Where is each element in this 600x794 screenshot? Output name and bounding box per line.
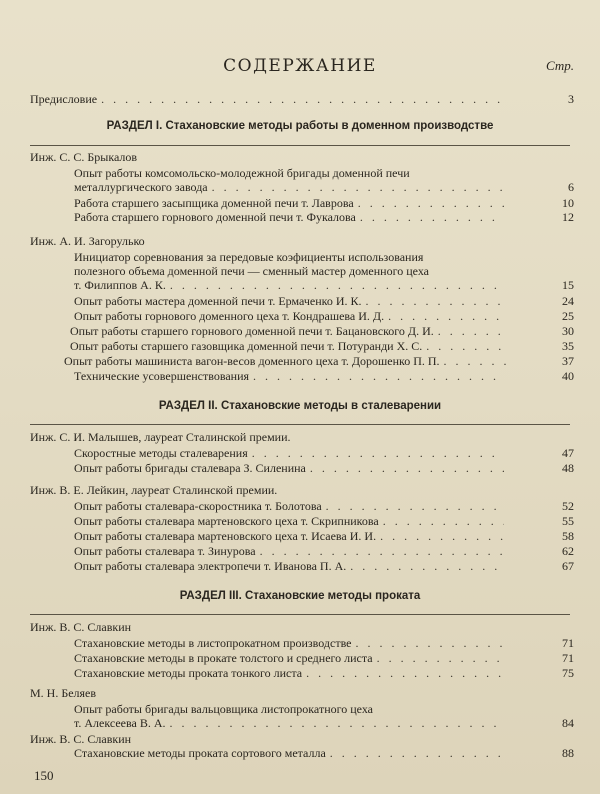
section-divider — [30, 614, 570, 615]
toc-entry[interactable] — [70, 339, 506, 353]
toc-entry-line: т. Алексеева В. А. — [74, 716, 166, 730]
dot-leader — [169, 716, 504, 730]
section-divider — [30, 145, 570, 146]
dot-leader — [438, 324, 506, 338]
toc-entry-line: Опыт работы сталевара-скоростника т. Болотова — [74, 499, 322, 513]
section-divider — [30, 424, 570, 425]
toc-entry[interactable] — [74, 514, 504, 528]
toc-entry-line: Опыт работы сталевара т. Зинурова — [74, 544, 256, 558]
dot-leader — [260, 544, 504, 558]
dot-leader — [383, 514, 504, 528]
toc-entry-line: т. Филиппов А. К. — [74, 278, 166, 292]
toc-page-number: 35 — [562, 339, 574, 353]
toc-page-number: 67 — [562, 559, 574, 573]
toc-entry[interactable] — [74, 746, 504, 760]
dot-leader — [101, 92, 504, 106]
dot-leader — [350, 559, 504, 573]
toc-entry-line: Инициатор соревнования за передовые коэфициенты использования — [74, 250, 424, 264]
toc-entry-line: Опыт работы старшего газовщика доменной печи т. Потуранди Х. С. — [70, 339, 423, 353]
toc-page-number: 84 — [562, 716, 574, 730]
toc-entry[interactable] — [74, 544, 504, 558]
toc-entry[interactable] — [74, 499, 504, 513]
toc-page-number: 3 — [568, 92, 574, 106]
toc-entry-line: Опыт работы комсомольско-молодежной бригады доменной печи — [74, 166, 410, 180]
toc-page-number: 10 — [562, 196, 574, 210]
toc-entry-line: Опыт работы сталевара электропечи т. Иванова П. А. — [74, 559, 347, 573]
toc-entry-line: Работа старшего горнового доменной печи т. Фукалова — [74, 210, 356, 224]
author-name: Инж. А. И. Загорулько — [30, 234, 145, 248]
toc-entry-line: Опыт работы сталевара мартеновского цеха т. Скрипникова — [74, 514, 379, 528]
toc-entry[interactable] — [74, 559, 504, 573]
toc-entry[interactable] — [74, 702, 504, 730]
toc-page-number: 15 — [562, 278, 574, 292]
page-number-footer: 150 — [34, 768, 54, 783]
toc-entry-line: Опыт работы старшего горнового доменной печи т. Бацановского Д. И. — [70, 324, 434, 338]
dot-leader — [212, 180, 504, 194]
dot-leader — [444, 354, 506, 368]
toc-entry-line: полезного объема доменной печи — сменный мастер доменного цеха — [74, 264, 429, 278]
dot-leader — [360, 210, 504, 224]
dot-leader — [380, 529, 504, 543]
toc-entry-line: металлургического завода — [74, 180, 208, 194]
toc-entry-line: Стахановские методы в листопрокатном производстве — [74, 636, 352, 650]
toc-entry[interactable] — [74, 651, 504, 665]
author-name: Инж. С. И. Малышев, лауреат Сталинской премии. — [30, 430, 291, 444]
author-name: М. Н. Беляев — [30, 686, 97, 700]
dot-leader — [326, 499, 504, 513]
dot-leader — [358, 196, 504, 210]
toc-entry[interactable] — [74, 666, 504, 680]
toc-page-number: 75 — [562, 666, 574, 680]
toc-page-number: 24 — [562, 294, 574, 308]
author-name: Инж. В. Е. Лейкин, лауреат Сталинской премии. — [30, 483, 278, 497]
toc-page-number: 48 — [562, 461, 574, 475]
dot-leader — [388, 309, 504, 323]
toc-page-number: 58 — [562, 529, 574, 543]
section-heading: РАЗДЕЛ II. Стахановские методы в сталеварении — [158, 400, 442, 412]
toc-header — [0, 56, 600, 80]
author-name: Инж. В. С. Славкин — [30, 620, 132, 634]
toc-entry[interactable] — [74, 446, 504, 460]
toc-page-number: 52 — [562, 499, 574, 513]
section-heading: РАЗДЕЛ I. Стахановские методы работы в доменном производстве — [106, 120, 494, 132]
dot-leader — [426, 339, 506, 353]
toc-page-number: 55 — [562, 514, 574, 528]
toc-entry[interactable] — [74, 369, 504, 383]
toc-entry-line: Технические усовершенствования — [74, 369, 250, 383]
toc-entry-line: Опыт работы мастера доменной печи т. Ермаченко И. К. — [74, 294, 362, 308]
dot-leader — [330, 746, 504, 760]
toc-entry-line: Стахановские методы проката тонкого листа — [74, 666, 303, 680]
toc-page-number: 25 — [562, 309, 574, 323]
toc-entry[interactable] — [74, 294, 504, 308]
toc-page-number: 37 — [562, 354, 574, 368]
toc-page-number: 6 — [568, 180, 574, 194]
toc-entry-line: Опыт работы сталевара мартеновского цеха т. Исаева И. И. — [74, 529, 377, 543]
dot-leader — [170, 278, 504, 292]
toc-entry-line: Скоростные методы сталеварения — [74, 446, 248, 460]
toc-entry-line: Опыт работы машиниста вагон-весов доменного цеха т. Дорошенко П. П. — [64, 354, 440, 368]
toc-page-number: 40 — [562, 369, 574, 383]
toc-entry-line: Работа старшего засыпщика доменной печи т. Лаврова — [74, 196, 354, 210]
toc-entry-line: Опыт работы горнового доменного цеха т. Кондрашева И. Д. — [74, 309, 385, 323]
author-name: Инж. В. С. Славкин — [30, 732, 132, 746]
toc-page-number: 47 — [562, 446, 574, 460]
toc-page-number: 30 — [562, 324, 574, 338]
toc-page-number: 88 — [562, 746, 574, 760]
toc-entry[interactable] — [74, 461, 504, 475]
toc-entry-title: Предисловие — [30, 92, 98, 106]
toc-entry[interactable] — [74, 210, 504, 224]
page-column-label: Стр. — [546, 58, 574, 73]
toc-entry-line: Стахановские методы проката сортового металла — [74, 746, 326, 760]
toc-page-number: 12 — [562, 210, 574, 224]
toc-entry-line: Стахановские методы в прокате толстого и среднего листа — [74, 651, 373, 665]
dot-leader — [253, 369, 504, 383]
dot-leader — [252, 446, 504, 460]
toc-entry[interactable] — [74, 196, 504, 210]
dot-leader — [310, 461, 504, 475]
toc-page-number: 71 — [562, 636, 574, 650]
dot-leader — [366, 294, 504, 308]
toc-entry[interactable] — [74, 309, 504, 323]
dot-leader — [356, 636, 504, 650]
toc-entry[interactable] — [74, 529, 504, 543]
dot-leader — [306, 666, 504, 680]
toc-entry[interactable] — [74, 250, 504, 292]
toc-entry[interactable] — [64, 354, 506, 368]
section-heading: РАЗДЕЛ III. Стахановские методы проката — [179, 590, 421, 602]
toc-entry[interactable] — [74, 636, 504, 650]
toc-entry[interactable] — [70, 324, 506, 338]
toc-entry-line: Опыт работы бригады сталевара З. Силенина — [74, 461, 306, 475]
toc-entry-preface[interactable] — [30, 92, 504, 106]
toc-page-number: 71 — [562, 651, 574, 665]
toc-entry-line: Опыт работы бригады вальцовщика листопрокатного цеха — [74, 702, 373, 716]
page-title: СОДЕРЖАНИЕ — [223, 56, 377, 76]
toc-page-number: 62 — [562, 544, 574, 558]
dot-leader — [377, 651, 504, 665]
author-name: Инж. С. С. Брыкалов — [30, 150, 138, 164]
toc-entry[interactable] — [74, 166, 504, 194]
